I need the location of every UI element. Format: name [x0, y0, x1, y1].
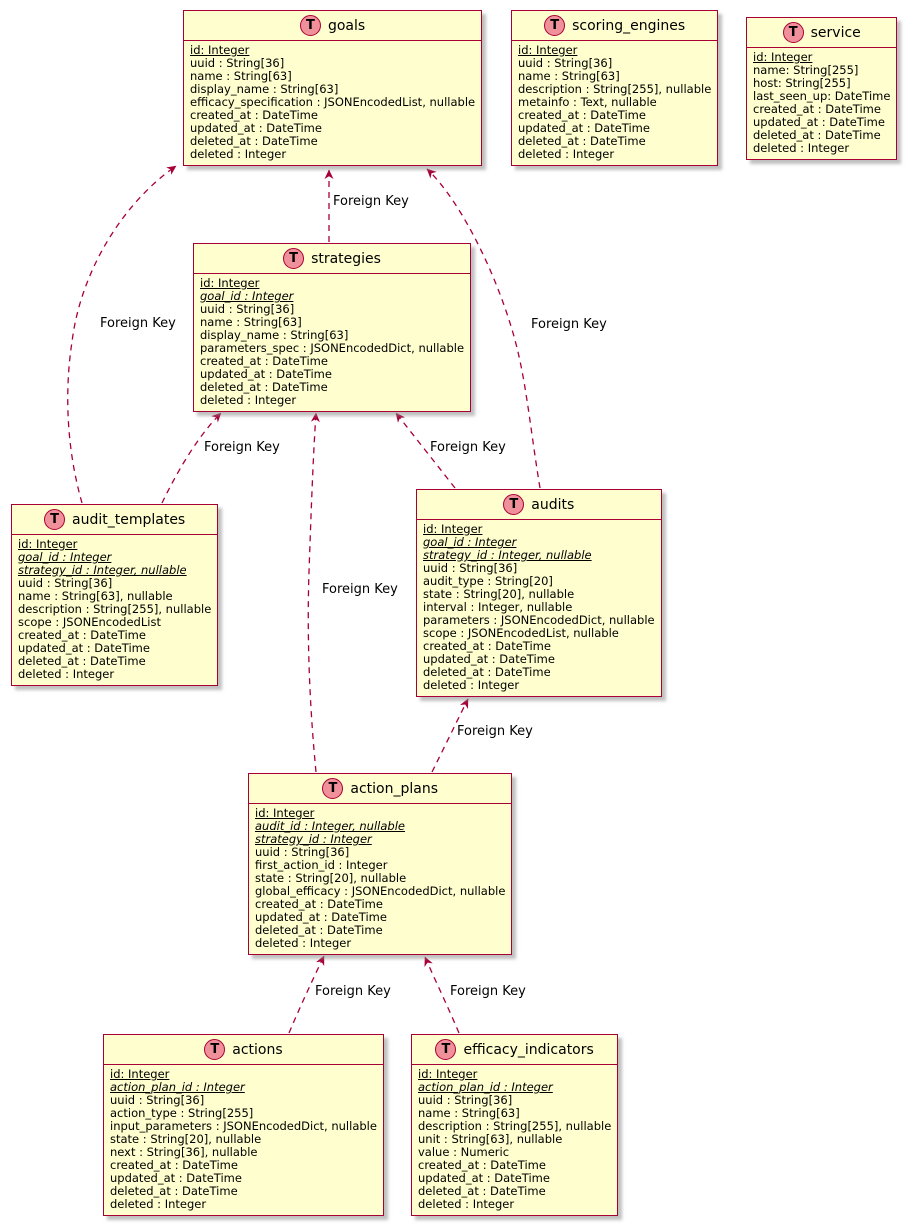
table-name: audit_templates	[72, 511, 186, 528]
entity-table-audit_templates	[11, 504, 218, 686]
field-row: goal_id : Integer	[18, 550, 112, 564]
field-row: display_name : String[63]	[190, 82, 339, 96]
relation-label: Foreign Key	[204, 440, 280, 455]
field-row: action_plan_id : Integer	[418, 1080, 553, 1094]
entity-table-fields	[512, 41, 717, 165]
table-name: efficacy_indicators	[463, 1041, 594, 1058]
field-row: state : String[20], nullable	[255, 871, 407, 885]
field-row: id: Integer	[753, 50, 813, 64]
field-row: strategy_id : Integer, nullable	[18, 563, 187, 577]
field-row: updated_at : DateTime	[200, 367, 332, 381]
field-row: updated_at : DateTime	[18, 641, 150, 655]
field-row: metainfo : Text, nullable	[518, 95, 657, 109]
table-name: goals	[327, 17, 366, 34]
field-row: updated_at : DateTime	[753, 115, 885, 129]
field-row: last_seen_up: DateTime	[753, 89, 891, 103]
field-row: created_at : DateTime	[423, 639, 551, 653]
entity-table-header	[194, 244, 470, 274]
field-row: deleted_at : DateTime	[753, 128, 881, 142]
entity-table-fields	[412, 1065, 617, 1215]
table-type-icon: T	[322, 778, 343, 799]
field-row: deleted_at : DateTime	[18, 654, 146, 668]
field-row: uuid : String[36]	[110, 1093, 205, 1107]
entity-table-scoring_engines	[511, 10, 718, 166]
field-row: id: Integer	[110, 1067, 170, 1081]
field-row: strategy_id : Integer	[255, 832, 372, 846]
field-row: action_plan_id : Integer	[110, 1080, 245, 1094]
field-row: action_type : String[255]	[110, 1106, 254, 1120]
field-row: name : String[63], nullable	[18, 589, 173, 603]
entity-table-header	[249, 774, 511, 804]
table-name: service	[810, 24, 861, 41]
field-row: deleted : Integer	[255, 936, 352, 950]
field-row: name: String[255]	[753, 63, 859, 77]
field-row: interval : Integer, nullable	[423, 600, 573, 614]
field-row: name : String[63]	[200, 315, 302, 329]
entity-table-actions	[103, 1034, 384, 1216]
field-row: audit_id : Integer, nullable	[255, 819, 405, 833]
table-name: actions	[232, 1041, 283, 1058]
field-row: id: Integer	[423, 522, 483, 536]
field-row: id: Integer	[255, 806, 315, 820]
field-row: deleted : Integer	[423, 678, 520, 692]
field-row: uuid : String[36]	[18, 576, 113, 590]
field-row: uuid : String[36]	[418, 1093, 513, 1107]
field-row: created_at : DateTime	[753, 102, 881, 116]
field-row: scope : JSONEncodedList, nullable	[423, 626, 619, 640]
field-row: id: Integer	[200, 276, 260, 290]
entity-table-header	[747, 18, 896, 48]
field-row: deleted : Integer	[418, 1197, 515, 1211]
field-row: created_at : DateTime	[518, 108, 646, 122]
entity-table-fields	[104, 1065, 383, 1215]
relation-audit_templates-to-strategies	[162, 413, 221, 503]
relation-label: Foreign Key	[531, 317, 607, 332]
field-row: first_action_id : Integer	[255, 858, 388, 872]
field-row: goal_id : Integer	[200, 289, 294, 303]
field-row: name : String[63]	[418, 1106, 520, 1120]
field-row: deleted : Integer	[753, 141, 850, 155]
table-type-icon: T	[544, 15, 565, 36]
field-row: updated_at : DateTime	[423, 652, 555, 666]
field-row: parameters_spec : JSONEncodedDict, nullable	[200, 341, 465, 355]
field-row: strategy_id : Integer, nullable	[423, 548, 592, 562]
field-row: parameters : JSONEncodedDict, nullable	[423, 613, 655, 627]
field-row: uuid : String[36]	[518, 56, 613, 70]
field-row: deleted_at : DateTime	[200, 380, 328, 394]
field-row: deleted : Integer	[190, 147, 287, 161]
table-type-icon: T	[204, 1039, 225, 1060]
field-row: updated_at : DateTime	[110, 1171, 242, 1185]
table-type-icon: T	[300, 15, 321, 36]
field-row: efficacy_specification : JSONEncodedList, nullable	[190, 95, 476, 109]
relation-label: Foreign Key	[457, 724, 533, 739]
field-row: deleted : Integer	[18, 667, 115, 681]
field-row: display_name : String[63]	[200, 328, 349, 342]
field-row: description : String[255], nullable	[18, 602, 212, 616]
entity-table-audits	[416, 489, 662, 697]
entity-table-strategies	[193, 243, 471, 412]
field-row: updated_at : DateTime	[255, 910, 387, 924]
entity-table-service	[746, 17, 897, 160]
field-row: scope : JSONEncodedList	[18, 615, 161, 629]
field-row: id: Integer	[190, 43, 250, 57]
field-row: uuid : String[36]	[423, 561, 518, 575]
field-row: description : String[255], nullable	[518, 82, 712, 96]
field-row: next : String[36], nullable	[110, 1145, 258, 1159]
field-row: deleted_at : DateTime	[110, 1184, 238, 1198]
relation-label: Foreign Key	[450, 984, 526, 999]
field-row: deleted_at : DateTime	[190, 134, 318, 148]
relation-action_plans-to-strategies	[308, 413, 316, 772]
entity-table-fields	[194, 274, 470, 411]
field-row: description : String[255], nullable	[418, 1119, 612, 1133]
table-type-icon: T	[783, 22, 804, 43]
relation-audit_templates-to-goals	[68, 166, 176, 503]
entity-table-header	[412, 1035, 617, 1065]
entity-table-header	[12, 505, 217, 535]
field-row: name : String[63]	[190, 69, 292, 83]
field-row: created_at : DateTime	[190, 108, 318, 122]
table-type-icon: T	[435, 1039, 456, 1060]
relation-label: Foreign Key	[333, 194, 409, 209]
field-row: created_at : DateTime	[255, 897, 383, 911]
field-row: id: Integer	[518, 43, 578, 57]
field-row: deleted : Integer	[200, 393, 297, 407]
entity-table-action_plans	[248, 773, 512, 955]
table-name: strategies	[311, 250, 381, 267]
field-row: name : String[63]	[518, 69, 620, 83]
entity-table-header	[184, 11, 481, 41]
entity-table-fields	[249, 804, 511, 954]
field-row: created_at : DateTime	[18, 628, 146, 642]
relation-label: Foreign Key	[430, 440, 506, 455]
field-row: created_at : DateTime	[200, 354, 328, 368]
field-row: deleted : Integer	[518, 147, 615, 161]
field-row: updated_at : DateTime	[190, 121, 322, 135]
entity-table-header	[512, 11, 717, 41]
entity-table-fields	[12, 535, 217, 685]
field-row: unit : String[63], nullable	[418, 1132, 563, 1146]
table-name: action_plans	[350, 780, 439, 797]
field-row: global_efficacy : JSONEncodedDict, nullable	[255, 884, 506, 898]
table-type-icon: T	[44, 509, 65, 530]
entity-table-fields	[747, 48, 896, 159]
entity-table-goals	[183, 10, 482, 166]
field-row: id: Integer	[418, 1067, 478, 1081]
field-row: uuid : String[36]	[200, 302, 295, 316]
field-row: uuid : String[36]	[255, 845, 350, 859]
relation-label: Foreign Key	[322, 582, 398, 597]
field-row: goal_id : Integer	[423, 535, 517, 549]
table-type-icon: T	[503, 494, 524, 515]
field-row: deleted_at : DateTime	[418, 1184, 546, 1198]
field-row: updated_at : DateTime	[418, 1171, 550, 1185]
relation-label: Foreign Key	[100, 316, 176, 331]
entity-table-fields	[184, 41, 481, 165]
entity-table-efficacy_indicators	[411, 1034, 618, 1216]
field-row: input_parameters : JSONEncodedDict, nullable	[110, 1119, 377, 1133]
field-row: deleted_at : DateTime	[255, 923, 383, 937]
field-row: deleted_at : DateTime	[423, 665, 551, 679]
field-row: id: Integer	[18, 537, 78, 551]
entity-table-header	[104, 1035, 383, 1065]
field-row: created_at : DateTime	[418, 1158, 546, 1172]
table-name: audits	[531, 496, 575, 513]
field-row: audit_type : String[20]	[423, 574, 553, 588]
entity-table-fields	[417, 520, 661, 696]
field-row: deleted : Integer	[110, 1197, 207, 1211]
table-type-icon: T	[283, 248, 304, 269]
field-row: state : String[20], nullable	[110, 1132, 262, 1146]
field-row: value : Numeric	[418, 1145, 510, 1159]
entity-table-header	[417, 490, 661, 520]
field-row: host: String[255]	[753, 76, 851, 90]
field-row: deleted_at : DateTime	[518, 134, 646, 148]
table-name: scoring_engines	[572, 17, 686, 34]
relation-label: Foreign Key	[315, 984, 391, 999]
field-row: state : String[20], nullable	[423, 587, 575, 601]
field-row: updated_at : DateTime	[518, 121, 650, 135]
field-row: uuid : String[36]	[190, 56, 285, 70]
field-row: created_at : DateTime	[110, 1158, 238, 1172]
